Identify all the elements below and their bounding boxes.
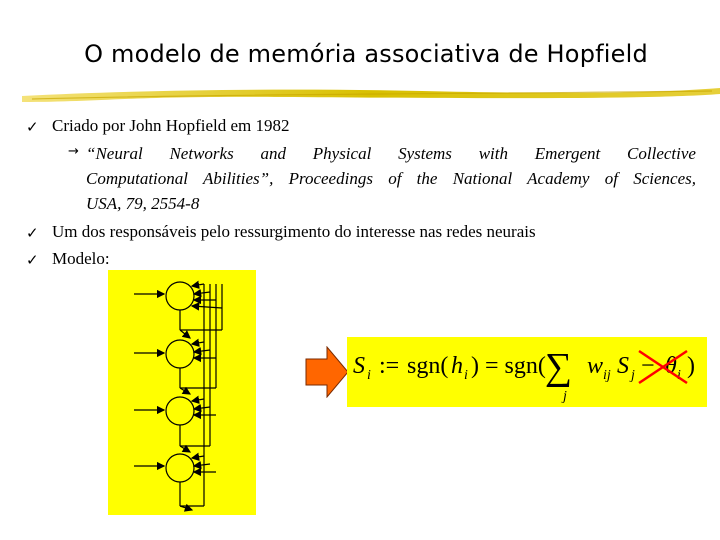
formula-sgn: sgn( (407, 353, 449, 379)
reference-word: and (260, 144, 286, 163)
reference-word: with (478, 144, 508, 163)
formula-s-sub: j (631, 368, 635, 383)
neuron (166, 282, 194, 310)
formula-s: S (617, 353, 629, 379)
update-rule-formula (347, 337, 707, 407)
formula-close: ) (687, 353, 695, 379)
neuron (166, 454, 194, 482)
formula-w: w (587, 353, 604, 379)
reference-word: Emergent (534, 144, 601, 163)
formula-sum-index: j (563, 389, 567, 404)
bullet-responsible: Um dos responsáveis pelo ressurgimento do interesse nas redes neurais (52, 222, 536, 241)
formula-assign: := (379, 353, 400, 379)
checkmark-icon: ✓ (26, 120, 39, 136)
bullet-creator: Criado por John Hopfield em 1982 (52, 116, 290, 135)
arrow-right-icon: → (68, 144, 79, 159)
formula-w-sub: ij (603, 368, 611, 383)
reference-line-3: USA, 79, 2554-8 (86, 194, 200, 213)
hopfield-network-diagram (108, 270, 256, 515)
neuron (166, 397, 194, 425)
reference-word: Networks (169, 144, 234, 163)
title-underline (22, 82, 720, 110)
formula-h-sub: i (464, 368, 468, 383)
reference-word: Collective (627, 144, 696, 163)
reference-line-1 (86, 144, 696, 164)
reference-line-2: Computational Abilities”, Proceedings of the National Academy of Sciences, (86, 169, 696, 188)
formula-lhs: S (353, 353, 365, 379)
block-arrow-right-icon (305, 346, 349, 398)
formula-close-eq: ) = sgn( (471, 353, 546, 379)
bullet-model: Modelo: (52, 249, 110, 268)
reference-word: Systems (398, 144, 452, 163)
reference-word: “Neural (86, 144, 143, 163)
formula-minus: − (641, 353, 655, 379)
formula-theta-sub: i (677, 368, 681, 383)
formula-lhs-sub: i (367, 368, 371, 383)
formula-sum: ∑ (545, 346, 573, 388)
formula-h: h (451, 353, 463, 379)
checkmark-icon: ✓ (26, 253, 39, 269)
checkmark-icon: ✓ (26, 226, 39, 242)
neuron (166, 340, 194, 368)
formula-theta: θ (665, 353, 677, 379)
slide-title: O modelo de memória associativa de Hopfield (84, 40, 648, 68)
reference-word: Physical (312, 144, 372, 163)
